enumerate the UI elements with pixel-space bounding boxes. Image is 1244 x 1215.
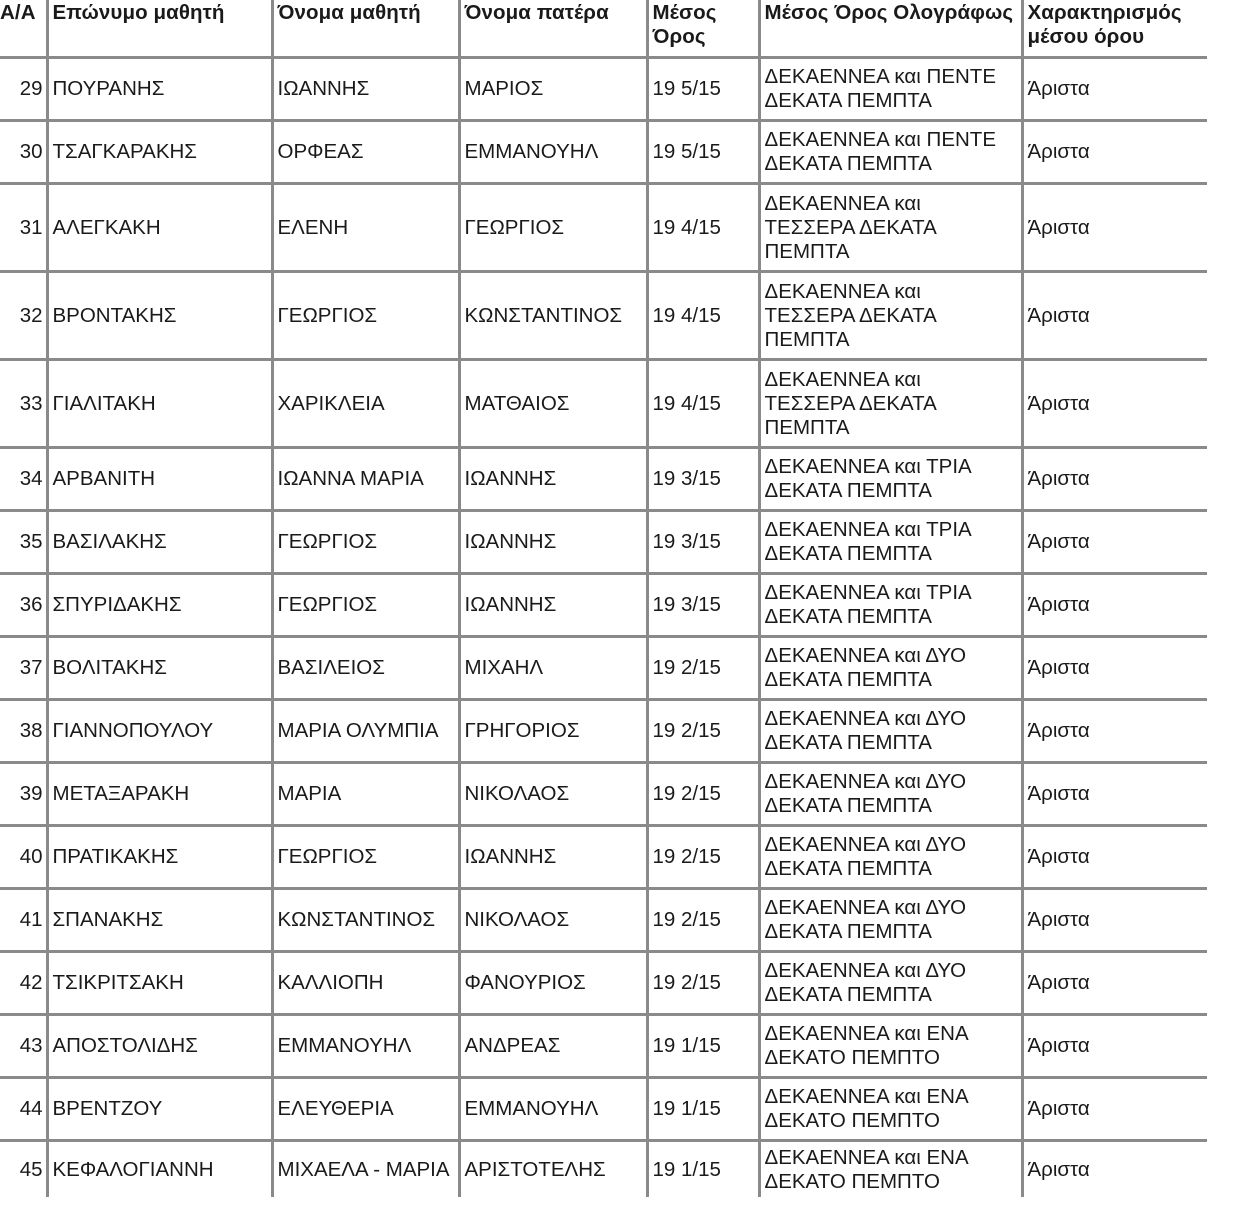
cell-surname: ΒΟΛΙΤΑΚΗΣ	[47, 637, 272, 700]
cell-father-name: ΦΑΝΟΥΡΙΟΣ	[459, 952, 647, 1015]
cell-grade: Άριστα	[1022, 360, 1207, 448]
cell-grade: Άριστα	[1022, 184, 1207, 272]
cell-grade: Άριστα	[1022, 574, 1207, 637]
cell-father-name: ΝΙΚΟΛΑΟΣ	[459, 889, 647, 952]
header-aa: Α/Α	[0, 0, 47, 58]
table-row	[0, 700, 1207, 763]
cell-average: 19 2/15	[647, 889, 759, 952]
cell-first-name: ΕΛΕΥΘΕΡΙΑ	[272, 1078, 459, 1141]
cell-first-name: ΙΩΑΝΝΑ ΜΑΡΙΑ	[272, 448, 459, 511]
table-row	[0, 448, 1207, 511]
cell-grade: Άριστα	[1022, 272, 1207, 360]
cell-surname: ΤΣΙΚΡΙΤΣΑΚΗ	[47, 952, 272, 1015]
cell-father-name: ΙΩΑΝΝΗΣ	[459, 826, 647, 889]
cell-father-name: ΚΩΝΣΤΑΝΤΙΝΟΣ	[459, 272, 647, 360]
cell-grade: Άριστα	[1022, 952, 1207, 1015]
cell-first-name: ΓΕΩΡΓΙΟΣ	[272, 574, 459, 637]
cell-average: 19 4/15	[647, 184, 759, 272]
cell-average-words: ΔΕΚΑΕΝΝΕΑ και ΕΝΑ ΔΕΚΑΤΟ ΠΕΜΠΤΟ	[759, 1141, 1022, 1198]
cell-grade: Άριστα	[1022, 763, 1207, 826]
cell-first-name: ΟΡΦΕΑΣ	[272, 121, 459, 184]
cell-grade: Άριστα	[1022, 637, 1207, 700]
cell-aa: 31	[0, 184, 47, 272]
cell-average-words: ΔΕΚΑΕΝΝΕΑ και ΔΥΟ ΔΕΚΑΤΑ ΠΕΜΠΤΑ	[759, 700, 1022, 763]
cell-surname: ΓΙΑΝΝΟΠΟΥΛΟΥ	[47, 700, 272, 763]
cell-average-words: ΔΕΚΑΕΝΝΕΑ και ΔΥΟ ΔΕΚΑΤΑ ΠΕΜΠΤΑ	[759, 826, 1022, 889]
cell-first-name: ΧΑΡΙΚΛΕΙΑ	[272, 360, 459, 448]
cell-father-name: ΕΜΜΑΝΟΥΗΛ	[459, 1078, 647, 1141]
cell-surname: ΤΣΑΓΚΑΡΑΚΗΣ	[47, 121, 272, 184]
cell-father-name: ΜΙΧΑΗΛ	[459, 637, 647, 700]
cell-surname: ΣΠΥΡΙΔΑΚΗΣ	[47, 574, 272, 637]
table-row	[0, 889, 1207, 952]
cell-first-name: ΚΑΛΛΙΟΠΗ	[272, 952, 459, 1015]
cell-average: 19 3/15	[647, 448, 759, 511]
cell-aa: 45	[0, 1141, 47, 1198]
cell-first-name: ΙΩΑΝΝΗΣ	[272, 58, 459, 121]
table-row	[0, 763, 1207, 826]
cell-average: 19 2/15	[647, 763, 759, 826]
cell-surname: ΑΛΕΓΚΑΚΗ	[47, 184, 272, 272]
cell-first-name: ΓΕΩΡΓΙΟΣ	[272, 511, 459, 574]
cell-average-words: ΔΕΚΑΕΝΝΕΑ και ΕΝΑ ΔΕΚΑΤΟ ΠΕΜΠΤΟ	[759, 1015, 1022, 1078]
cell-surname: ΜΕΤΑΞΑΡΑΚΗ	[47, 763, 272, 826]
cell-aa: 35	[0, 511, 47, 574]
cell-average-words: ΔΕΚΑΕΝΝΕΑ και ΕΝΑ ΔΕΚΑΤΟ ΠΕΜΠΤΟ	[759, 1078, 1022, 1141]
cell-average-words: ΔΕΚΑΕΝΝΕΑ και ΔΥΟ ΔΕΚΑΤΑ ΠΕΜΠΤΑ	[759, 637, 1022, 700]
cell-surname: ΑΡΒΑΝΙΤΗ	[47, 448, 272, 511]
table-row	[0, 952, 1207, 1015]
cell-average: 19 1/15	[647, 1015, 759, 1078]
cell-first-name: ΜΑΡΙΑ	[272, 763, 459, 826]
cell-surname: ΠΟΥΡΑΝΗΣ	[47, 58, 272, 121]
cell-first-name: ΓΕΩΡΓΙΟΣ	[272, 272, 459, 360]
cell-surname: ΒΑΣΙΛΑΚΗΣ	[47, 511, 272, 574]
cell-aa: 44	[0, 1078, 47, 1141]
cell-average: 19 2/15	[647, 700, 759, 763]
table-row	[0, 1078, 1207, 1141]
cell-aa: 32	[0, 272, 47, 360]
table-row	[0, 826, 1207, 889]
cell-average: 19 1/15	[647, 1078, 759, 1141]
cell-first-name: ΕΛΕΝΗ	[272, 184, 459, 272]
cell-aa: 42	[0, 952, 47, 1015]
cell-aa: 40	[0, 826, 47, 889]
cell-aa: 29	[0, 58, 47, 121]
cell-first-name: ΓΕΩΡΓΙΟΣ	[272, 826, 459, 889]
cell-average-words: ΔΕΚΑΕΝΝΕΑ και ΤΕΣΣΕΡΑ ΔΕΚΑΤΑ ΠΕΜΠΤΑ	[759, 272, 1022, 360]
cell-grade: Άριστα	[1022, 826, 1207, 889]
cell-grade: Άριστα	[1022, 448, 1207, 511]
cell-aa: 36	[0, 574, 47, 637]
cell-surname: ΒΡΕΝΤΖΟΥ	[47, 1078, 272, 1141]
cell-first-name: ΒΑΣΙΛΕΙΟΣ	[272, 637, 459, 700]
header-surname: Επώνυμο μαθητή	[47, 0, 272, 58]
cell-average: 19 2/15	[647, 826, 759, 889]
cell-father-name: ΙΩΑΝΝΗΣ	[459, 574, 647, 637]
cell-average: 19 3/15	[647, 511, 759, 574]
table-row	[0, 637, 1207, 700]
table-row	[0, 272, 1207, 360]
cell-average-words: ΔΕΚΑΕΝΝΕΑ και ΔΥΟ ΔΕΚΑΤΑ ΠΕΜΠΤΑ	[759, 952, 1022, 1015]
cell-surname: ΒΡΟΝΤΑΚΗΣ	[47, 272, 272, 360]
table-row	[0, 360, 1207, 448]
table-row	[0, 574, 1207, 637]
cell-average: 19 4/15	[647, 360, 759, 448]
cell-average-words: ΔΕΚΑΕΝΝΕΑ και ΔΥΟ ΔΕΚΑΤΑ ΠΕΜΠΤΑ	[759, 763, 1022, 826]
cell-average-words: ΔΕΚΑΕΝΝΕΑ και ΤΡΙΑ ΔΕΚΑΤΑ ΠΕΜΠΤΑ	[759, 448, 1022, 511]
cell-average: 19 1/15	[647, 1141, 759, 1198]
cell-grade: Άριστα	[1022, 121, 1207, 184]
cell-surname: ΠΡΑΤΙΚΑΚΗΣ	[47, 826, 272, 889]
cell-father-name: ΝΙΚΟΛΑΟΣ	[459, 763, 647, 826]
cell-grade: Άριστα	[1022, 1078, 1207, 1141]
cell-average-words: ΔΕΚΑΕΝΝΕΑ και ΠΕΝΤΕ ΔΕΚΑΤΑ ΠΕΜΠΤΑ	[759, 58, 1022, 121]
cell-average: 19 2/15	[647, 637, 759, 700]
table-row	[0, 58, 1207, 121]
cell-average-words: ΔΕΚΑΕΝΝΕΑ και ΤΕΣΣΕΡΑ ΔΕΚΑΤΑ ΠΕΜΠΤΑ	[759, 360, 1022, 448]
cell-average-words: ΔΕΚΑΕΝΝΕΑ και ΠΕΝΤΕ ΔΕΚΑΤΑ ΠΕΜΠΤΑ	[759, 121, 1022, 184]
cell-grade: Άριστα	[1022, 58, 1207, 121]
cell-father-name: ΓΕΩΡΓΙΟΣ	[459, 184, 647, 272]
cell-average-words: ΔΕΚΑΕΝΝΕΑ και ΤΡΙΑ ΔΕΚΑΤΑ ΠΕΜΠΤΑ	[759, 574, 1022, 637]
cell-aa: 38	[0, 700, 47, 763]
cell-aa: 39	[0, 763, 47, 826]
cell-average: 19 3/15	[647, 574, 759, 637]
header-first-name: Όνομα μαθητή	[272, 0, 459, 58]
table-body	[0, 58, 1207, 1198]
cell-average: 19 5/15	[647, 121, 759, 184]
table-row	[0, 511, 1207, 574]
cell-father-name: ΙΩΑΝΝΗΣ	[459, 448, 647, 511]
cell-surname: ΓΙΑΛΙΤΑΚΗ	[47, 360, 272, 448]
cell-surname: ΣΠΑΝΑΚΗΣ	[47, 889, 272, 952]
header-row	[0, 0, 1207, 58]
cell-average-words: ΔΕΚΑΕΝΝΕΑ και ΤΕΣΣΕΡΑ ΔΕΚΑΤΑ ΠΕΜΠΤΑ	[759, 184, 1022, 272]
header-father-name: Όνομα πατέρα	[459, 0, 647, 58]
cell-first-name: ΜΑΡΙΑ ΟΛΥΜΠΙΑ	[272, 700, 459, 763]
cell-father-name: ΜΑΡΙΟΣ	[459, 58, 647, 121]
table-row	[0, 1141, 1207, 1198]
table-row	[0, 184, 1207, 272]
cell-aa: 37	[0, 637, 47, 700]
cell-aa: 30	[0, 121, 47, 184]
header-grade: Χαρακτηρισμός μέσου όρου	[1022, 0, 1207, 58]
cell-father-name: ΙΩΑΝΝΗΣ	[459, 511, 647, 574]
table-header	[0, 0, 1207, 58]
cell-aa: 43	[0, 1015, 47, 1078]
cell-grade: Άριστα	[1022, 511, 1207, 574]
cell-grade: Άριστα	[1027, 1157, 1090, 1181]
cell-average: 19 5/15	[647, 58, 759, 121]
header-average: Μέσος Όρος	[647, 0, 759, 58]
cell-father-name: ΜΑΤΘΑΙΟΣ	[459, 360, 647, 448]
cell-surname: ΚΕΦΑΛΟΓΙΑΝΝΗ	[47, 1141, 272, 1198]
cell-aa: 34	[0, 448, 47, 511]
cell-average: 19 2/15	[647, 952, 759, 1015]
cell-grade: Άριστα	[1022, 889, 1207, 952]
table-row	[0, 121, 1207, 184]
cell-average-words: ΔΕΚΑΕΝΝΕΑ και ΔΥΟ ΔΕΚΑΤΑ ΠΕΜΠΤΑ	[759, 889, 1022, 952]
cell-grade: Άριστα	[1022, 700, 1207, 763]
cell-first-name: ΚΩΝΣΤΑΝΤΙΝΟΣ	[272, 889, 459, 952]
cell-first-name: ΕΜΜΑΝΟΥΗΛ	[272, 1015, 459, 1078]
cell-father-name: ΓΡΗΓΟΡΙΟΣ	[459, 700, 647, 763]
cell-first-name: ΜΙΧΑΕΛΑ - ΜΑΡΙΑ	[272, 1141, 459, 1198]
cell-average-words: ΔΕΚΑΕΝΝΕΑ και ΤΡΙΑ ΔΕΚΑΤΑ ΠΕΜΠΤΑ	[759, 511, 1022, 574]
cell-father-name: ΑΝΔΡΕΑΣ	[459, 1015, 647, 1078]
cell-average: 19 4/15	[647, 272, 759, 360]
cell-grade: Άριστα	[1022, 1015, 1207, 1078]
cell-father-name: ΑΡΙΣΤΟΤΕΛΗΣ	[459, 1141, 647, 1198]
cell-aa: 33	[0, 360, 47, 448]
cell-surname: ΑΠΟΣΤΟΛΙΔΗΣ	[47, 1015, 272, 1078]
cell-father-name: ΕΜΜΑΝΟΥΗΛ	[459, 121, 647, 184]
header-average-words: Μέσος Όρος Ολογράφως	[759, 0, 1022, 58]
cell-aa: 41	[0, 889, 47, 952]
table-row	[0, 1015, 1207, 1078]
